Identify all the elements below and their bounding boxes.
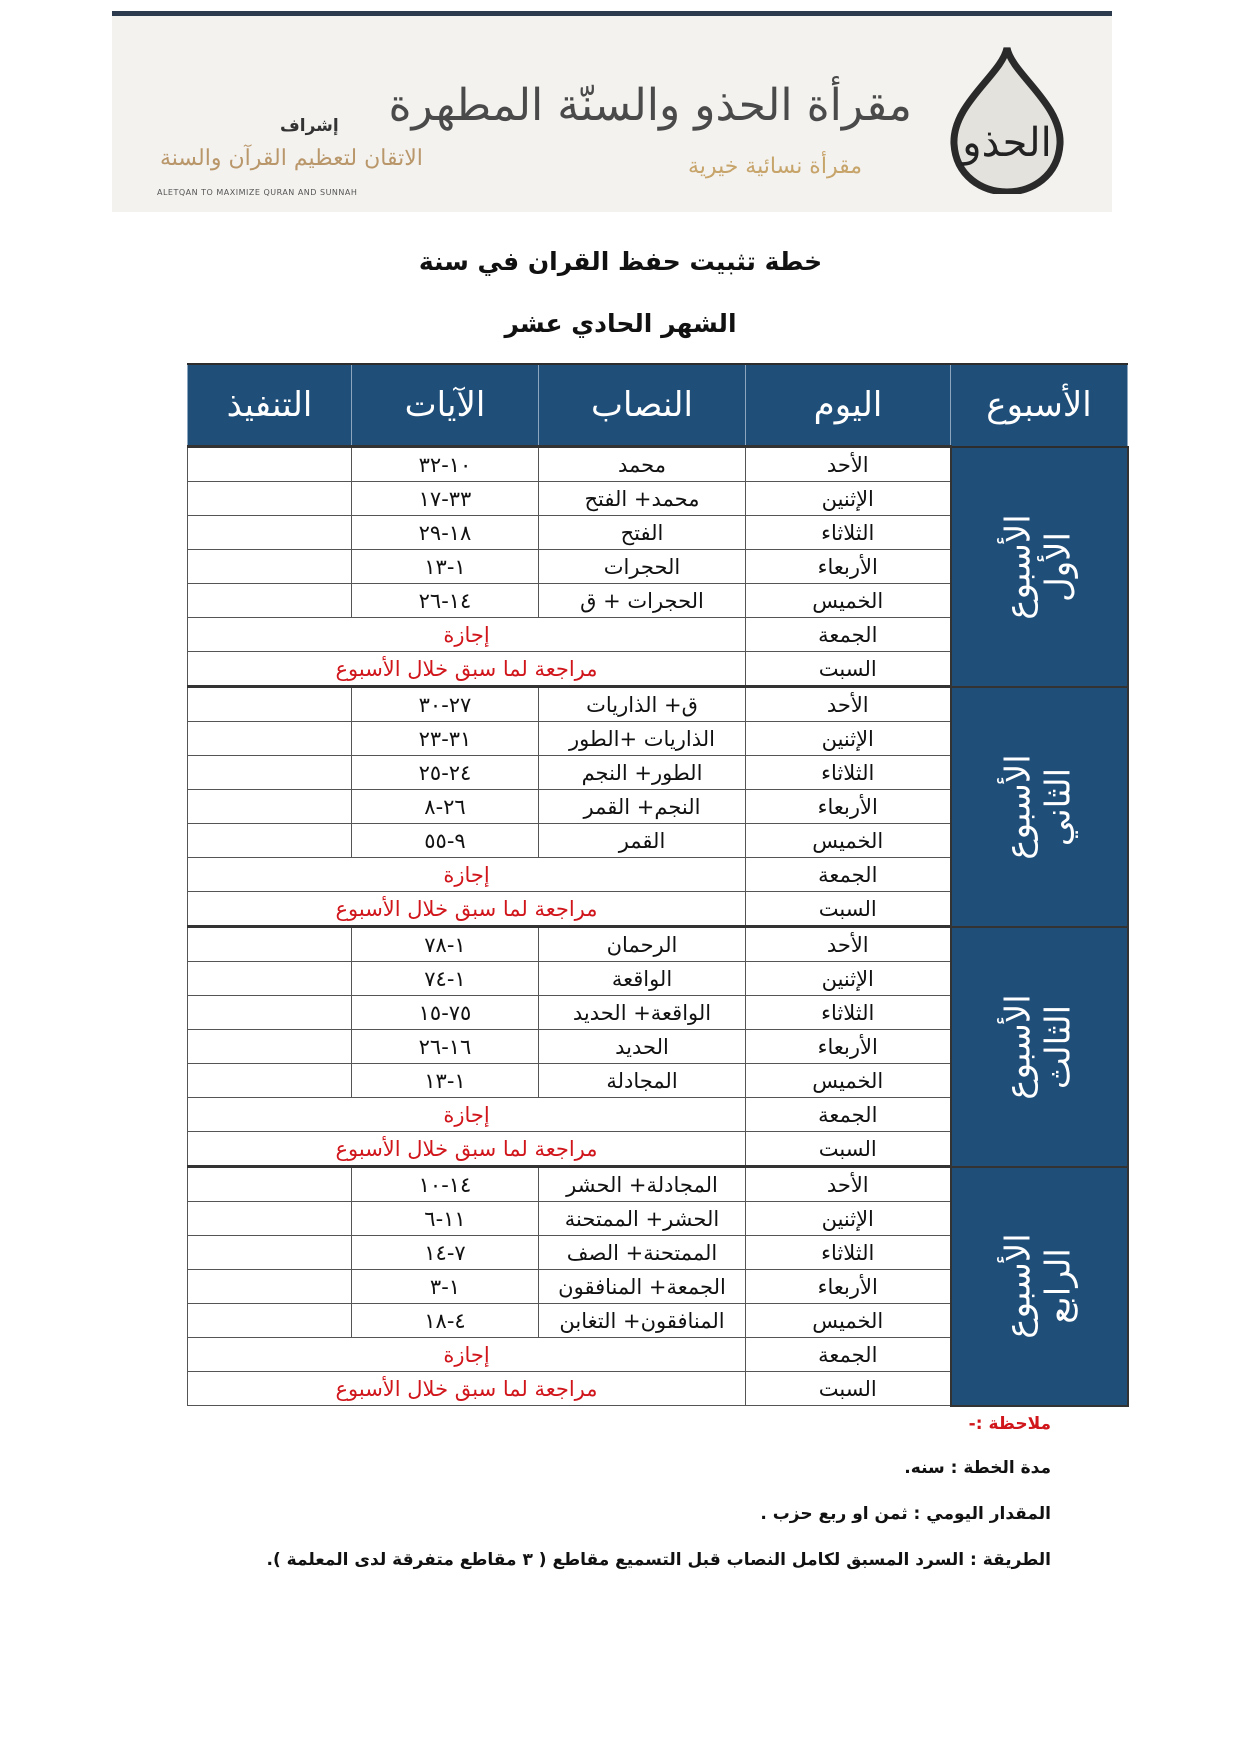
verses-cell: ١٤-١٠: [352, 1167, 539, 1202]
week-label: الأسبوع الثالث: [999, 993, 1079, 1100]
day-cell: الأحد: [746, 1167, 951, 1202]
day-cell: الثلاثاء: [746, 756, 951, 790]
verses-cell: ١-٧٤: [352, 962, 539, 996]
verses-cell: ١٤-٢٦: [352, 584, 539, 618]
day-cell: الخميس: [746, 1304, 951, 1338]
header-banner: [112, 16, 1112, 212]
week-label: الأسبوع الأول: [999, 513, 1079, 620]
day-cell: الأربعاء: [746, 1270, 951, 1304]
header-week: الأسبوع: [951, 364, 1128, 447]
table-row: [188, 1167, 1128, 1202]
portion-cell: الرحمان: [539, 927, 746, 962]
execution-cell[interactable]: [188, 1236, 352, 1270]
day-cell: الثلاثاء: [746, 996, 951, 1030]
page-subtitle: الشهر الحادي عشر: [504, 309, 737, 338]
note-cell: إجازة: [188, 1338, 746, 1372]
day-cell: الأربعاء: [746, 790, 951, 824]
day-cell: الإثنين: [746, 962, 951, 996]
partner-logo-english: ALETQAN TO MAXIMIZE QURAN AND SUNNAH: [157, 188, 358, 197]
portion-cell: المنافقون+ التغابن: [539, 1304, 746, 1338]
portion-cell: المجادلة: [539, 1064, 746, 1098]
verses-cell: ٢٤-٢٥: [352, 756, 539, 790]
emblem-text: الحذو: [962, 120, 1052, 166]
execution-cell[interactable]: [188, 722, 352, 756]
portion-cell: الواقعة: [539, 962, 746, 996]
header-verses: الآيات: [352, 364, 539, 447]
verses-cell: ١١-٦: [352, 1202, 539, 1236]
week-label: الأسبوع الرابع: [999, 1233, 1079, 1339]
portion-cell: الطور+ النجم: [539, 756, 746, 790]
execution-cell[interactable]: [188, 962, 352, 996]
header-execution: التنفيذ: [188, 364, 352, 447]
partner-logo-text: الاتقان لتعظيم القرآن والسنة: [160, 146, 423, 171]
verses-cell: ٩-٥٥: [352, 824, 539, 858]
portion-cell: الذاريات +الطور: [539, 722, 746, 756]
day-cell: الإثنين: [746, 1202, 951, 1236]
verses-cell: ١٠-٣٢: [352, 447, 539, 482]
portion-cell: الواقعة+ الحديد: [539, 996, 746, 1030]
verses-cell: ٢٧-٣٠: [352, 687, 539, 722]
note-method: الطريقة : السرد المسبق لكامل النصاب قبل التسميع مقاطع ( ٣ مقاطع متفرقة لدى المعلمة ).: [266, 1550, 1051, 1570]
verses-cell: ١-١٣: [352, 1064, 539, 1098]
day-cell: السبت: [746, 1132, 951, 1167]
week-label: الأسبوع الثاني: [999, 753, 1079, 860]
day-cell: الثلاثاء: [746, 516, 951, 550]
execution-cell[interactable]: [188, 927, 352, 962]
table-row: [188, 687, 1128, 722]
week-cell: [951, 927, 1128, 1167]
portion-cell: محمد: [539, 447, 746, 482]
table-row: [188, 927, 1128, 962]
day-cell: السبت: [746, 1372, 951, 1406]
portion-cell: محمد+ الفتح: [539, 482, 746, 516]
note-cell: إجازة: [188, 1098, 746, 1132]
day-cell: الجمعة: [746, 618, 951, 652]
execution-cell[interactable]: [188, 996, 352, 1030]
notes-section: [151, 1414, 1051, 1596]
header-day: اليوم: [746, 364, 951, 447]
portion-cell: المجادلة+ الحشر: [539, 1167, 746, 1202]
week-cell: [951, 1167, 1128, 1406]
table-header-row: [188, 364, 1128, 447]
week-cell: [951, 447, 1128, 687]
verses-cell: ٤-١٨: [352, 1304, 539, 1338]
day-cell: الأحد: [746, 927, 951, 962]
portion-cell: القمر: [539, 824, 746, 858]
portion-cell: الحشر+ الممتحنة: [539, 1202, 746, 1236]
execution-cell[interactable]: [188, 447, 352, 482]
note-daily-amount: المقدار اليومي : ثمن او ربع حزب .: [760, 1504, 1051, 1524]
day-cell: الخميس: [746, 824, 951, 858]
day-cell: الإثنين: [746, 482, 951, 516]
execution-cell[interactable]: [188, 687, 352, 722]
portion-cell: الحجرات + ق: [539, 584, 746, 618]
execution-cell[interactable]: [188, 1030, 352, 1064]
portion-cell: الحجرات: [539, 550, 746, 584]
verses-cell: ٢٦-٨: [352, 790, 539, 824]
execution-cell[interactable]: [188, 1304, 352, 1338]
plan-table: [187, 363, 1129, 1407]
drop-logo-icon: [942, 44, 1072, 194]
execution-cell[interactable]: [188, 482, 352, 516]
day-cell: الخميس: [746, 1064, 951, 1098]
execution-cell[interactable]: [188, 756, 352, 790]
note-cell: مراجعة لما سبق خلال الأسبوع: [188, 652, 746, 687]
day-cell: السبت: [746, 892, 951, 927]
logo-sub-text: مقرأة نسائية خيرية: [688, 154, 862, 179]
verses-cell: ٧-١٤: [352, 1236, 539, 1270]
note-cell: إجازة: [188, 618, 746, 652]
execution-cell[interactable]: [188, 584, 352, 618]
verses-cell: ١٦-٢٦: [352, 1030, 539, 1064]
week-cell: [951, 687, 1128, 927]
portion-cell: الجمعة+ المنافقون: [539, 1270, 746, 1304]
note-cell: إجازة: [188, 858, 746, 892]
note-cell: مراجعة لما سبق خلال الأسبوع: [188, 892, 746, 927]
page-title: خطة تثبيت حفظ القران في سنة: [418, 247, 823, 276]
execution-cell[interactable]: [188, 516, 352, 550]
day-cell: الأربعاء: [746, 550, 951, 584]
execution-cell[interactable]: [188, 550, 352, 584]
execution-cell[interactable]: [188, 1167, 352, 1202]
verses-cell: ١٨-٢٩: [352, 516, 539, 550]
verses-cell: ٧٥-١٥: [352, 996, 539, 1030]
verses-cell: ٣١-٢٣: [352, 722, 539, 756]
day-cell: السبت: [746, 652, 951, 687]
day-cell: الثلاثاء: [746, 1236, 951, 1270]
execution-cell[interactable]: [188, 1064, 352, 1098]
portion-cell: النجم+ القمر: [539, 790, 746, 824]
day-cell: الخميس: [746, 584, 951, 618]
portion-cell: الفتح: [539, 516, 746, 550]
supervision-label: إشراف: [280, 116, 339, 136]
day-cell: الجمعة: [746, 1098, 951, 1132]
execution-cell[interactable]: [188, 790, 352, 824]
day-cell: الأربعاء: [746, 1030, 951, 1064]
portion-cell: الحديد: [539, 1030, 746, 1064]
execution-cell[interactable]: [188, 1202, 352, 1236]
verses-cell: ١-٧٨: [352, 927, 539, 962]
day-cell: الجمعة: [746, 1338, 951, 1372]
verses-cell: ٣٣-١٧: [352, 482, 539, 516]
day-cell: الإثنين: [746, 722, 951, 756]
execution-cell[interactable]: [188, 824, 352, 858]
portion-cell: الممتحنة+ الصف: [539, 1236, 746, 1270]
note-cell: مراجعة لما سبق خلال الأسبوع: [188, 1372, 746, 1406]
execution-cell[interactable]: [188, 1270, 352, 1304]
day-cell: الجمعة: [746, 858, 951, 892]
logo-main-text: مقرأة الحذو والسنّة المطهرة: [388, 80, 912, 131]
day-cell: الأحد: [746, 687, 951, 722]
table-row: [188, 447, 1128, 482]
note-cell: مراجعة لما سبق خلال الأسبوع: [188, 1132, 746, 1167]
notes-heading: ملاحظة :-: [968, 1414, 1051, 1434]
verses-cell: ١-١٣: [352, 550, 539, 584]
header-portion: النصاب: [539, 364, 746, 447]
verses-cell: ١-٣: [352, 1270, 539, 1304]
note-duration: مدة الخطة : سنه.: [904, 1458, 1051, 1478]
day-cell: الأحد: [746, 447, 951, 482]
table-body: [188, 447, 1128, 1406]
portion-cell: ق+ الذاريات: [539, 687, 746, 722]
